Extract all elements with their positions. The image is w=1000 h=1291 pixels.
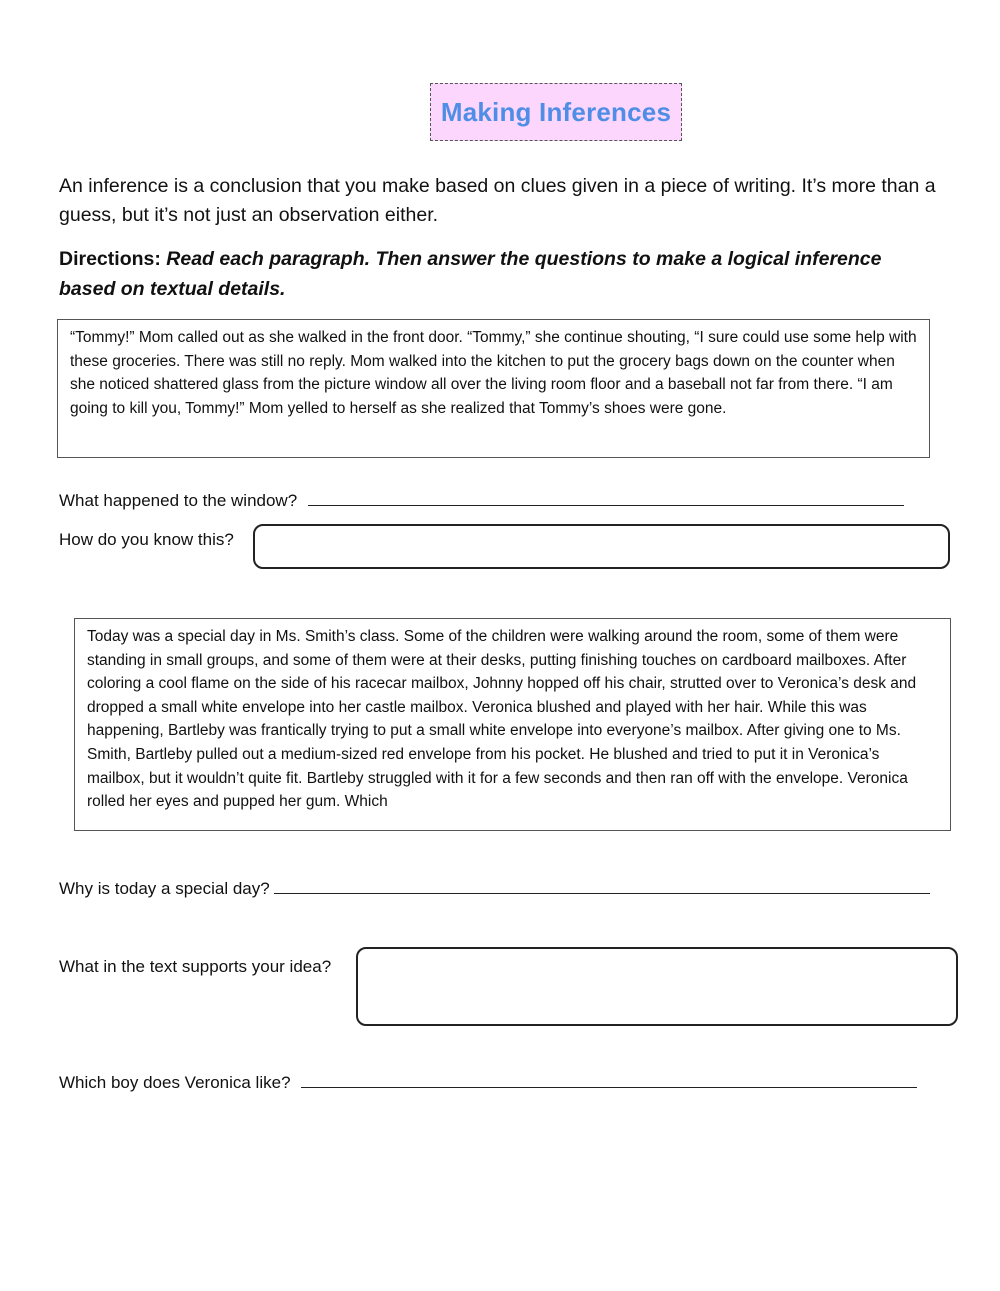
title-box [430,83,682,141]
answer-box-how-know[interactable] [253,524,950,569]
directions-text: Read each paragraph. Then answer the questions to make a logical inference based on textual details. [59,248,882,300]
question-window-label: What happened to the window? [59,491,298,510]
question-how-know [59,530,234,550]
answer-line-veronica[interactable] [301,1073,917,1088]
passage-ms-smith: Today was a special day in Ms. Smith’s class. Some of the children were walking around the room, some of them were standing in small groups, and some of them were at their desks, putting finishing touches on cardboard mailboxes. After coloring a cool flame on the side of his racecar mailbox, Johnny hopped off his chair, strutted over to Veronica’s desk and dropped a small white envelope into her castle mailbox. Veronica blushed and played with her hair. While this was happening, Bartleby was frantically trying to put a small white envelope into everyone’s mailbox. After giving one to Ms. Smith, Bartleby pulled out a medium-sized red envelope from his pocket. He blushed and tried to put it in Veronica’s mailbox, but it wouldn’t quite fit. Bartleby struggled with it for a few seconds and then ran off with the envelope. Veronica rolled her eyes and pupped her gum. Which [74,618,951,831]
answer-line-window[interactable] [308,491,904,506]
question-special-day [59,879,930,899]
question-supports [59,957,331,977]
directions-label: Directions: [59,248,161,270]
question-special-day-label: Why is today a special day? [59,879,270,898]
question-veronica [59,1073,917,1093]
intro-paragraph: An inference is a conclusion that you make based on clues given in a piece of writing. It’s more than a guess, but it’s not just an observation either. [59,175,936,226]
answer-box-supports[interactable] [356,947,958,1026]
question-veronica-label: Which boy does Veronica like? [59,1073,291,1092]
directions [59,244,939,304]
page-title: Making Inferences [440,96,672,127]
question-window [59,491,904,511]
answer-line-special-day[interactable] [274,879,930,894]
question-supports-label: What in the text supports your idea? [59,957,332,976]
question-how-know-label: How do you know this? [59,530,234,549]
passage-tommy: “Tommy!” Mom called out as she walked in the front door. “Tommy,” she continue shouting, “I sure could use some help with these groceries. There was still no reply. Mom walked into the kitchen to put the grocery bags down on the counter when she noticed shattered glass from the picture window all over the living room floor and a baseball not far from there. “I am going to kill you, Tommy!” Mom yelled to herself as she realized that Tommy’s shoes were gone. [57,319,930,458]
